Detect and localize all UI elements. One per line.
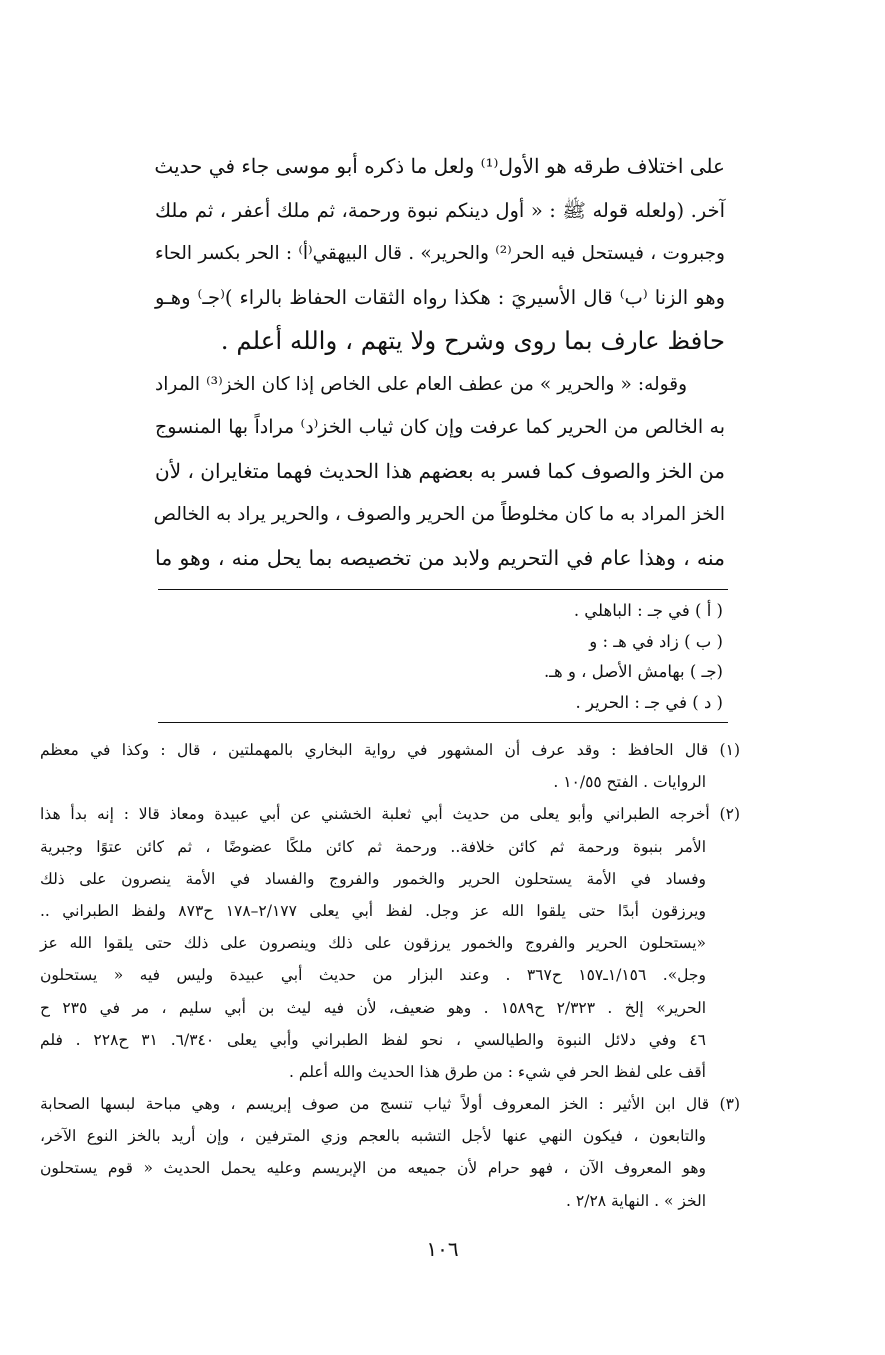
variant-notes xyxy=(544,596,723,718)
footnote-line: ويرزقون أبدًا حتى يلقوا الله عز وجل. لفظ أبي يعلى ٢/١٧٧–١٧٨ ح٨٧٣ ولفظ الطبراني .. xyxy=(40,901,706,920)
text-line: على اختلاف طرقه هو الأول⁽¹⁾ ولعل ما ذكره أبو موسى جاء في حديث xyxy=(154,154,725,178)
text-line: من الخز والصوف كما فسر به بعضهم هذا الحديث فهما متغايران ، لأن xyxy=(155,458,725,483)
footnote-line: (١) قال الحافظ : وقد عرف أن المشهور في رواية البخاري بالمهملتين ، قال : وكذا في معظم xyxy=(40,741,740,759)
divider xyxy=(158,722,728,723)
footnote-line: الخز » . النهاية ٢/٢٨ . xyxy=(566,1191,706,1210)
footnote-line: أقف على لفظ الحر في شيء : من طرق هذا الحديث والله أعلم . xyxy=(289,1062,706,1081)
variant-note: ( ب ) زاد في هـ : و xyxy=(589,631,723,651)
variant-note: ( أ ) في جـ : الباهلي . xyxy=(573,601,723,620)
footnote-line: «يستحلون الحرير والفروج والخمور يرزقون على ذلك وينصرون على ذلك حتى يلقوا الله عز xyxy=(40,934,706,953)
footnote-line: الروايات . الفتح ١٠/٥٥ . xyxy=(553,773,706,792)
footnote-line: والتابعون ، فيكون النهي عنها لأجل التشبه بالعجم وزي المترفين ، وإن أريد بالخز النوع الآخر، xyxy=(40,1127,706,1146)
footnote-line: وفساد في الأمة يستحلون الحرير والخمور والفروج والفساد في الأمة ينصرون على ذلك xyxy=(40,869,706,888)
footnote-line: وجل». ١/١٥٦ـ١٥٧ ح٣٦٧ . وعند البزار من حديث أبي عبيدة وليس فيه « يستحلون xyxy=(40,966,706,985)
variant-note: (جـ ) بهامش الأصل ، و هـ. xyxy=(543,662,723,681)
footnote-line: (٣) قال ابن الأثير : الخز المعروف أولاً ثياب تنسج من صوف إبريسم ، وهي مباحة لبسها الصحابة xyxy=(40,1095,740,1114)
text-line: حافظ عارف بما روى وشرح ولا يتهم ، والله أعلم . xyxy=(220,326,725,355)
text-line: وقوله: « والحرير » من عطف العام على الخاص إذا كان الخز⁽³⁾ المراد xyxy=(155,373,688,395)
divider xyxy=(158,589,728,590)
footnote-line: الحرير» إلخ . ٢/٣٢٣ ح١٥٨٩ . وهو ضعيف، لأن فيه ليث بن أبي سليم ، مر في ٢٣٥ ح xyxy=(40,998,707,1017)
main-text xyxy=(155,145,725,580)
text-line: الخز المراد به ما كان مخلوطاً من الحرير والصوف ، والحرير يراد به الخالص xyxy=(153,504,725,525)
text-line: به الخالص من الحرير كما عرفت وإن كان ثياب الخز⁽د⁾ مراداً بها المنسوج xyxy=(155,416,725,438)
text-line: منه ، وهذا عام في التحريم ولابد من تخصيصه بما يحل منه ، وهو ما xyxy=(155,545,725,570)
page-number: ١٠٦ xyxy=(426,1237,459,1261)
footnote-line: الأمر بنبوة ورحمة ثم كائن خلافة.. ورحمة ثم كائن ملكًا عضوضًا ، ثم كائن عتوًا وجبرية xyxy=(40,837,706,856)
text-line: وهو الزنا ⁽ب⁾ قال الأسيريَ : هكذا رواه الثقات الحفاظ بالراء )⁽جـ⁾ وهـو xyxy=(155,285,725,309)
variant-note: ( د ) في جـ : الحرير . xyxy=(575,692,723,712)
text-line: آخر. (ولعله قوله ﷺ : « أول دينكم نبوة ورحمة، ثم ملك أعفر ، ثم ملك xyxy=(155,198,725,222)
footnote-line: وهو المعروف الآن ، فهو حرام لأن جميعه من الإبريسم وعليه يحمل الحديث « قوم يستحلون xyxy=(40,1159,706,1178)
footnotes xyxy=(40,734,740,1217)
footnote-line: (٢) أخرجه الطبراني وأبو يعلى من حديث أبي ثعلبة الخشني عن أبي عبيدة ومعاذ قالا : إنه بدأ هذا xyxy=(40,805,740,824)
footnote-line: ٤٦ وفي دلائل النبوة والطيالسي ، نحو لفظ الطبراني وأبي يعلى ٦/٣٤٠. ٣١ ح٢٢٨ . فلم xyxy=(40,1030,707,1049)
text-line: وجبروت ، فيستحل فيه الحر⁽²⁾ والحرير» . قال البيهقي⁽أ⁾ : الحر بكسر الحاء xyxy=(155,243,725,264)
